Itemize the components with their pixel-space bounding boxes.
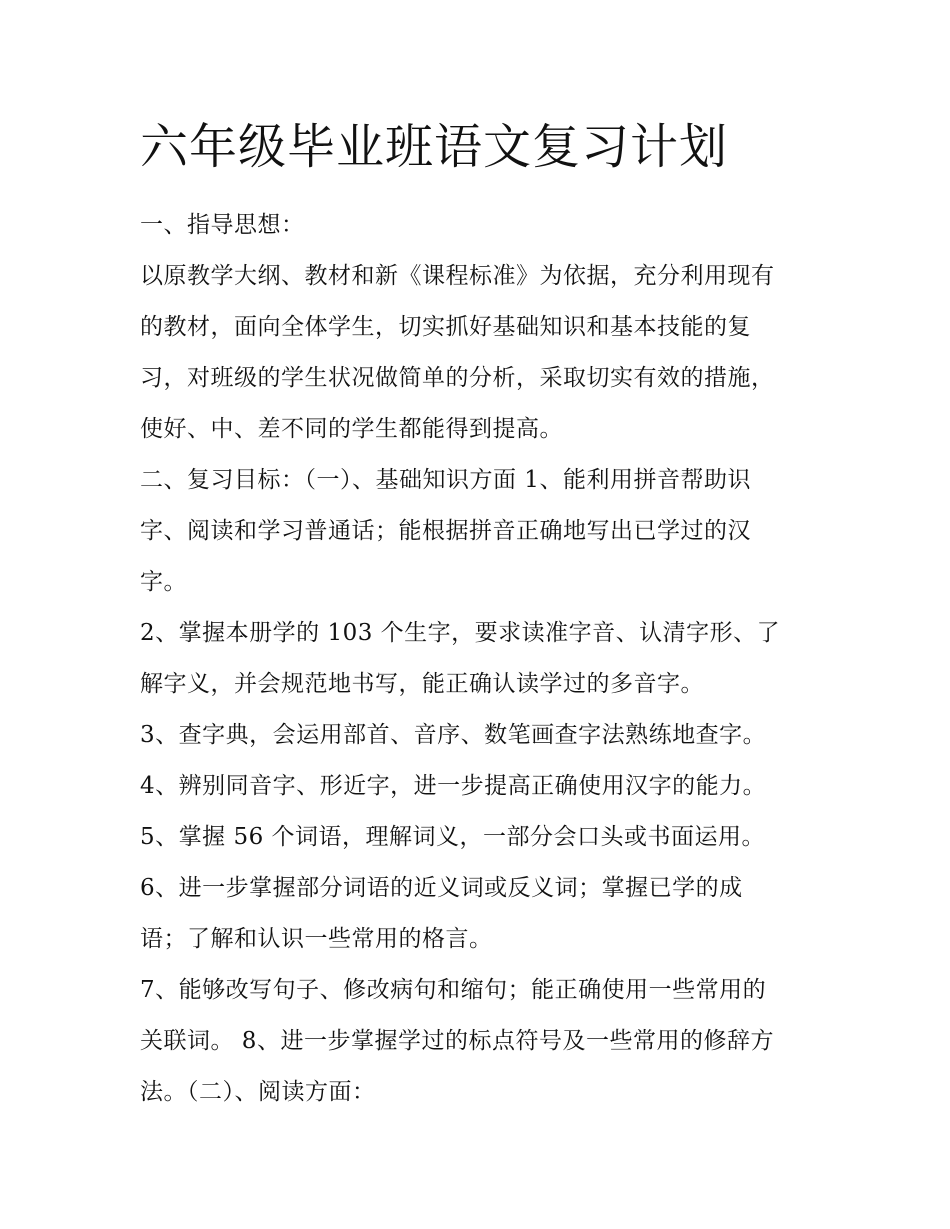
body-line: 字。	[140, 569, 187, 595]
body-line: 一、指导思想：	[140, 212, 305, 238]
body-line: 5、掌握 56 个词语，理解词义，一部分会口头或书面运用。	[140, 824, 766, 850]
body-line: 4、辨别同音字、形近字，进一步提高正确使用汉字的能力。	[140, 773, 767, 799]
body-line: 法。（二）、阅读方面：	[140, 1079, 376, 1105]
document-title: 六年级毕业班语文复习计划	[140, 119, 729, 175]
body-line: 3、查字典，会运用部首、音序、数笔画查字法熟练地查字。	[140, 722, 767, 748]
body-line: 使好、中、差不同的学生都能得到提高。	[140, 416, 563, 442]
body-line: 解字义，并会规范地书写，能正确认读学过的多音字。	[140, 671, 704, 697]
body-line: 6、进一步掌握部分词语的近义词或反义词；掌握已学的成	[140, 875, 743, 901]
body-line: 字、阅读和学习普通话；能根据拼音正确地写出已学过的汉	[140, 518, 751, 544]
body-line: 二、复习目标：（一）、基础知识方面 1、能利用拼音帮助识	[140, 467, 751, 493]
body-line: 习，对班级的学生状况做简单的分析，采取切实有效的措施，	[140, 365, 775, 391]
body-line: 的教材，面向全体学生，切实抓好基础知识和基本技能的复	[140, 314, 751, 340]
body-line: 关联词。 8、进一步掌握学过的标点符号及一些常用的修辞方	[140, 1028, 774, 1054]
body-line: 2、掌握本册学的 103 个生字，要求读准字音、认清字形、了	[140, 620, 781, 646]
body-line: 7、能够改写句子、修改病句和缩句；能正确使用一些常用的	[140, 977, 767, 1003]
body-line: 语；了解和认识一些常用的格言。	[140, 926, 493, 952]
document-body	[140, 200, 820, 1118]
body-line: 以原教学大纲、教材和新《课程标准》为依据，充分利用现有	[140, 263, 775, 289]
document-page	[140, 112, 820, 1118]
